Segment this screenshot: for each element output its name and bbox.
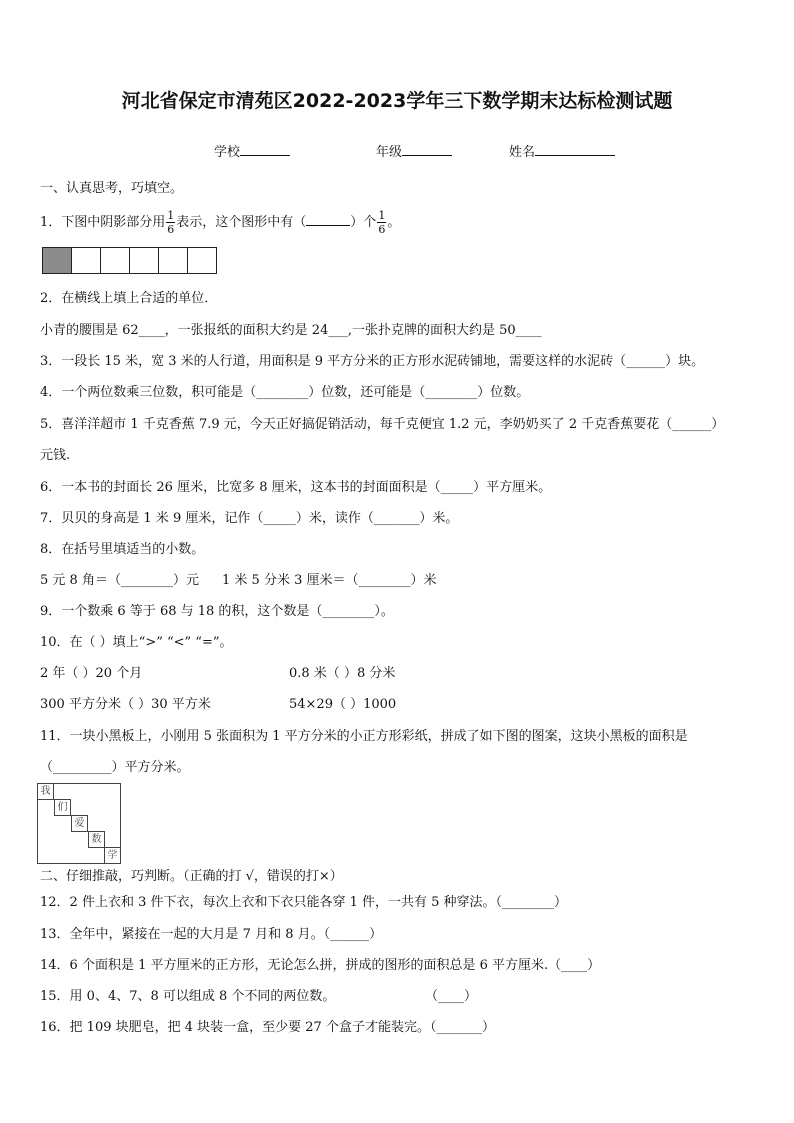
question-11-continued: （_________）平方分米。: [40, 760, 190, 775]
question-1: 1．下图中阴影部分用 $\frac{1}{6}$ 表示，这个图形中有（ ）个 $\frac{1}{6}$ 。: [40, 209, 401, 236]
question-10-item: 54×29（ ）1000: [289, 697, 397, 712]
blank-cell: [71, 247, 101, 274]
q1-answer-blank[interactable]: [306, 212, 350, 226]
shaded-cell: [42, 247, 72, 274]
question-8-part-a: 5 元 8 角＝（________）元: [40, 573, 199, 588]
blank-cell: [158, 247, 188, 274]
grade-blank[interactable]: [402, 142, 452, 156]
q1-text-b: 表示，这个图形中有（: [176, 215, 307, 230]
question-11: 11．一块小黑板上，小刚用 5 张面积为 1 平方分米的小正方形彩纸，拼成了如下图的图案，这块小黑板的面积是: [40, 729, 688, 744]
blank-cell: [187, 247, 217, 274]
question-6: 6．一本书的封面长 26 厘米，比宽多 8 厘米，这本书的封面面积是（_____）平方厘米。: [40, 480, 552, 495]
question-10-item: 2 年（ ）20 个月: [40, 666, 143, 681]
question-4: 4．一个两位数乘三位数，积可能是（________）位数，还可能是（________）位数。: [40, 385, 530, 400]
blank-cell: [129, 247, 159, 274]
name-label: 姓名: [509, 145, 536, 160]
fraction: [166, 210, 175, 235]
figure-square: 们: [54, 799, 71, 816]
question-5-continued: 元钱.: [40, 448, 71, 463]
question-10: 10．在（ ）填上“>” “<” “=”。: [40, 635, 233, 650]
blank-cell: [100, 247, 130, 274]
q1-text-c: ）个: [350, 215, 377, 230]
grade-field[interactable]: [376, 141, 452, 160]
question-10-item: 300 平方分米（ ）30 平方米: [40, 697, 211, 712]
fraction: [377, 210, 386, 235]
question-8-part-b: 1 米 5 分米 3 厘米＝（________）米: [222, 573, 437, 588]
question-2-line: 小青的腰围是 62____，一张报纸的面积大约是 24___,一张扑克牌的面积大约是 50____: [40, 323, 542, 338]
name-blank[interactable]: [535, 142, 615, 156]
question-7: 7．贝贝的身高是 1 米 9 厘米，记作（_____）米，读作（_______）米。: [40, 511, 459, 526]
question-13: 13．全年中，紧接在一起的大月是 7 月和 8 月。（______）: [40, 927, 383, 942]
question-16: 16．把 109 块肥皂，把 4 块装一盒，至少要 27 个盒子才能装完。（_______）: [40, 1020, 495, 1035]
question-14: 14．6 个面积是 1 平方厘米的正方形，无论怎么拼，拼成的图形的面积总是 6 平方厘米.（____）: [40, 958, 601, 973]
page-title: 河北省保定市清苑区2022-2023学年三下数学期末达标检测试题: [121, 90, 673, 112]
question-15-answer: （____）: [425, 989, 478, 1004]
question-12: 12．2 件上衣和 3 件下衣，每次上衣和下衣只能各穿 1 件，一共有 5 种穿法。（________）: [40, 895, 568, 910]
question-5: 5．喜洋洋超市 1 千克香蕉 7.9 元，今天正好搞促销活动，每千克便宜 1.2 元，李奶奶买了 2 千克香蕉要花（______）: [40, 417, 725, 432]
staircase-figure: [37, 783, 121, 864]
section-2-heading: 二、仔细推敲，巧判断。（正确的打 √，错误的打×）: [40, 869, 343, 884]
fraction-numerator: 1: [378, 209, 386, 222]
section-1-heading: 一、认真思考，巧填空。: [40, 181, 184, 196]
fraction-denominator: 6: [167, 223, 175, 236]
question-8: 8．在括号里填适当的小数。: [40, 542, 205, 557]
question-3: 3．一段长 15 米，宽 3 米的人行道，用面积是 9 平方分米的正方形水泥砖铺地，需要这样的水泥砖（______）块。: [40, 354, 705, 369]
grade-label: 年级: [376, 145, 403, 160]
figure-square: 爱: [71, 815, 88, 832]
question-2: 2．在横线上填上合适的单位．: [40, 291, 218, 306]
figure-square: 学: [104, 847, 121, 864]
figure-square: 数: [88, 831, 105, 848]
fraction-strip-figure: [43, 247, 217, 274]
fraction-numerator: 1: [167, 209, 175, 222]
figure-square: 我: [37, 783, 54, 800]
school-label: 学校: [214, 145, 241, 160]
fraction-denominator: 6: [378, 223, 386, 236]
name-field[interactable]: [509, 141, 615, 160]
school-blank[interactable]: [240, 142, 290, 156]
question-9: 9．一个数乘 6 等于 68 与 18 的积，这个数是（________）。: [40, 604, 394, 619]
question-15: 15．用 0、4、7、8 可以组成 8 个不同的两位数。: [40, 989, 336, 1004]
question-10-item: 0.8 米（ ）8 分米: [289, 666, 396, 681]
school-field[interactable]: [214, 141, 290, 160]
q1-text-a: 1．下图中阴影部分用: [40, 215, 166, 230]
